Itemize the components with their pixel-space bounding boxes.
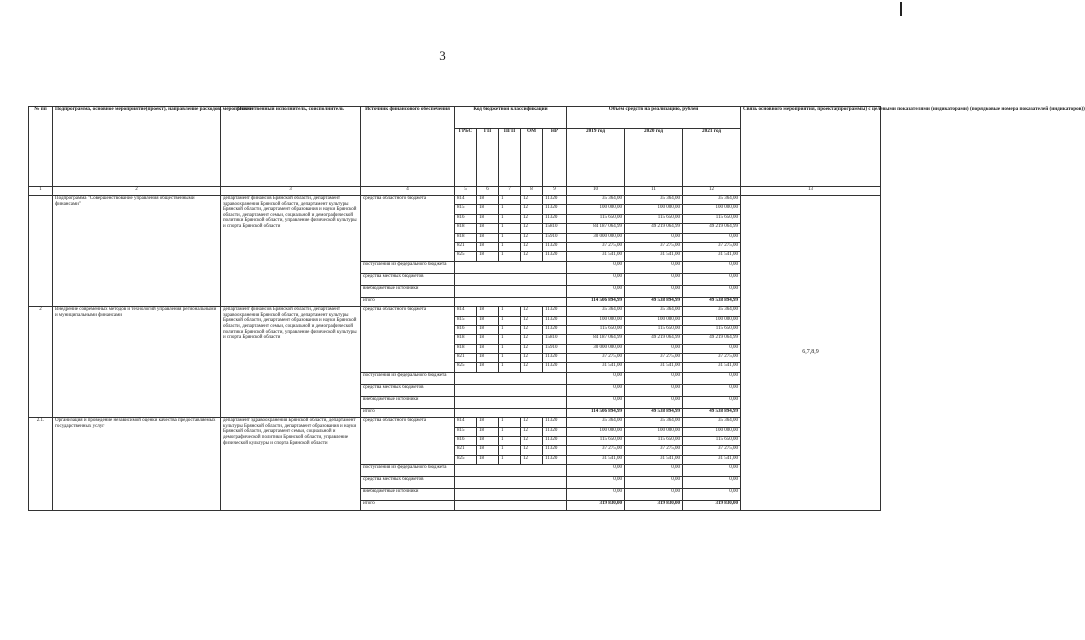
- header-2021: 2021 год: [683, 129, 741, 187]
- code-cell: 18: [477, 446, 499, 455]
- amount-cell: 115 650,00: [683, 437, 741, 446]
- code-cell: 11320: [543, 252, 567, 261]
- code-cell: 825: [455, 455, 477, 464]
- amount-cell: 0,00: [567, 477, 625, 489]
- amount-cell: 35 364,00: [683, 418, 741, 427]
- code-cell: 825: [455, 252, 477, 261]
- code-cell: 15910: [543, 344, 567, 353]
- total-amount: 319 830,00: [567, 501, 625, 510]
- code-cell: 12: [521, 196, 543, 205]
- code-cell: 1: [499, 325, 521, 334]
- amount-cell: 37 275,00: [625, 446, 683, 455]
- code-cell: 12: [521, 418, 543, 427]
- amount-cell: 35 364,00: [567, 418, 625, 427]
- code-cell: 12: [521, 224, 543, 233]
- column-number: 11: [625, 187, 683, 196]
- header-grbs: ГРБС: [455, 129, 477, 187]
- amount-cell: 115 650,00: [683, 214, 741, 223]
- code-cell: 12: [521, 325, 543, 334]
- column-number: 5: [455, 187, 477, 196]
- code-cell: 12: [521, 354, 543, 363]
- code-cell: 815: [455, 316, 477, 325]
- amount-cell: 0,00: [567, 285, 625, 297]
- code-cell: 18: [477, 214, 499, 223]
- amount-cell: 35 364,00: [683, 307, 741, 316]
- column-number: 1: [29, 187, 53, 196]
- code-cell: 821: [455, 242, 477, 251]
- code-cell: 18: [477, 307, 499, 316]
- amount-cell: 0,00: [625, 344, 683, 353]
- code-cell: 814: [455, 418, 477, 427]
- amount-cell: 0,00: [567, 372, 625, 384]
- column-number: 8: [521, 187, 543, 196]
- amount-cell: 0,00: [625, 372, 683, 384]
- code-cell: 15810: [543, 335, 567, 344]
- total-label: итого: [361, 501, 455, 510]
- code-cell: 816: [455, 325, 477, 334]
- code-cell: 15910: [543, 233, 567, 242]
- amount-cell: 49 219 064,99: [683, 335, 741, 344]
- funding-source: внебюджетные источники: [361, 396, 455, 408]
- amount-cell: 35 364,00: [567, 196, 625, 205]
- code-cell-empty: [455, 477, 567, 489]
- code-cell: 11320: [543, 455, 567, 464]
- code-cell: 1: [499, 242, 521, 251]
- code-cell: 1: [499, 335, 521, 344]
- amount-cell: 100 000,00: [683, 316, 741, 325]
- header-2019: 2019 год: [567, 129, 625, 187]
- code-cell: 1: [499, 344, 521, 353]
- measure-name: Внедрение современных методов и технологий управления региональными и муниципальными финансами: [53, 307, 221, 418]
- code-cell: 12: [521, 455, 543, 464]
- table-row: [29, 196, 881, 205]
- code-cell: 825: [455, 363, 477, 372]
- code-cell: 18: [477, 196, 499, 205]
- code-cell: 18: [477, 437, 499, 446]
- amount-cell: 37 275,00: [683, 354, 741, 363]
- amount-cell: 31 541,00: [625, 363, 683, 372]
- header-om: ОМ: [521, 129, 543, 187]
- amount-cell: 0,00: [567, 261, 625, 273]
- funding-source: поступления из федерального бюджета: [361, 372, 455, 384]
- code-cell: 818: [455, 335, 477, 344]
- total-amount: 319 830,00: [683, 501, 741, 510]
- amount-cell: 0,00: [683, 384, 741, 396]
- code-cell: 18: [477, 233, 499, 242]
- code-cell-empty: [455, 501, 567, 510]
- code-cell-empty: [455, 261, 567, 273]
- amount-cell: 115 650,00: [567, 325, 625, 334]
- measure-name: Организация и проведение независимой оценки качества предоставляемых государственных услуг: [53, 418, 221, 510]
- executor-name: департамент финансов Брянской области, департамент здравоохранения Брянской области, департамент культуры Брянской области, департамент образования и науки Брянской области, департамент семьи, социальной и демографической политики Брянской области, управление физической культуры и спорта Брянской области: [221, 307, 361, 418]
- total-amount: 49 538 894,99: [625, 297, 683, 306]
- amount-cell: 100 000,00: [625, 205, 683, 214]
- code-cell: 1: [499, 427, 521, 436]
- code-cell-empty: [455, 273, 567, 285]
- code-cell: 18: [477, 344, 499, 353]
- code-cell: 1: [499, 446, 521, 455]
- amount-cell: 0,00: [683, 261, 741, 273]
- code-cell: 18: [477, 325, 499, 334]
- total-amount: 49 538 894,99: [625, 408, 683, 417]
- measure-name: Подпрограмма "Совершенствование управления общественными финансами": [53, 196, 221, 307]
- header-volume: Объём средств на реализацию, рублей: [567, 107, 741, 129]
- code-cell: 12: [521, 233, 543, 242]
- code-cell: 818: [455, 224, 477, 233]
- amount-cell: 0,00: [625, 477, 683, 489]
- amount-cell: 37 275,00: [567, 446, 625, 455]
- code-cell-empty: [455, 489, 567, 501]
- code-cell: 18: [477, 242, 499, 251]
- amount-cell: 115 650,00: [567, 437, 625, 446]
- amount-cell: 0,00: [683, 372, 741, 384]
- amount-cell: 0,00: [625, 261, 683, 273]
- amount-cell: 37 275,00: [567, 242, 625, 251]
- amount-cell: 30 000 000,00: [567, 344, 625, 353]
- code-cell: 1: [499, 455, 521, 464]
- funding-source: поступления из федерального бюджета: [361, 465, 455, 477]
- code-cell-empty: [455, 372, 567, 384]
- code-cell: 18: [477, 252, 499, 261]
- amount-cell: 100 000,00: [625, 316, 683, 325]
- amount-cell: 115 650,00: [625, 437, 683, 446]
- row-number: [29, 196, 53, 307]
- code-cell: 11320: [543, 325, 567, 334]
- code-cell: 816: [455, 437, 477, 446]
- amount-cell: 0,00: [625, 489, 683, 501]
- amount-cell: 0,00: [625, 465, 683, 477]
- column-number-row: [29, 187, 881, 196]
- code-cell-empty: [455, 396, 567, 408]
- row-number: 2: [29, 307, 53, 418]
- code-cell: 11320: [543, 427, 567, 436]
- page-number: 3: [439, 48, 446, 63]
- amount-cell: 0,00: [567, 384, 625, 396]
- amount-cell: 35 364,00: [683, 196, 741, 205]
- amount-cell: 0,00: [683, 285, 741, 297]
- amount-cell: 100 000,00: [567, 205, 625, 214]
- amount-cell: 100 000,00: [567, 316, 625, 325]
- code-cell: 12: [521, 242, 543, 251]
- amount-cell: 0,00: [625, 384, 683, 396]
- funding-source: средства местных бюджетов: [361, 477, 455, 489]
- code-cell-empty: [455, 297, 567, 306]
- code-cell: 1: [499, 224, 521, 233]
- code-cell: 12: [521, 446, 543, 455]
- header-pgp: ПГП: [499, 129, 521, 187]
- amount-cell: 31 541,00: [567, 363, 625, 372]
- total-amount: 49 538 894,99: [683, 408, 741, 417]
- code-cell: 11320: [543, 354, 567, 363]
- amount-cell: 35 364,00: [625, 307, 683, 316]
- amount-cell: 115 650,00: [567, 214, 625, 223]
- amount-cell: 31 541,00: [625, 455, 683, 464]
- header-executor: Ответственный исполнитель, соисполнитель: [221, 107, 361, 187]
- amount-cell: 37 275,00: [683, 446, 741, 455]
- amount-cell: 37 275,00: [625, 242, 683, 251]
- code-cell: 11320: [543, 363, 567, 372]
- code-cell: 18: [477, 316, 499, 325]
- total-label: итого: [361, 297, 455, 306]
- amount-cell: 30 000 000,00: [567, 233, 625, 242]
- amount-cell: 0,00: [683, 465, 741, 477]
- total-amount: 319 830,00: [625, 501, 683, 510]
- code-cell: 12: [521, 344, 543, 353]
- code-cell: 11320: [543, 214, 567, 223]
- code-cell: 12: [521, 316, 543, 325]
- code-cell: 815: [455, 427, 477, 436]
- code-cell: 11320: [543, 205, 567, 214]
- amount-cell: 0,00: [683, 344, 741, 353]
- column-number: 6: [477, 187, 499, 196]
- amount-cell: 0,00: [567, 396, 625, 408]
- total-amount: 49 538 894,99: [683, 297, 741, 306]
- code-cell: 815: [455, 205, 477, 214]
- amount-cell: 31 541,00: [683, 363, 741, 372]
- code-cell: 18: [477, 205, 499, 214]
- amount-cell: 35 364,00: [625, 196, 683, 205]
- amount-cell: 0,00: [625, 273, 683, 285]
- amount-cell: 37 275,00: [625, 354, 683, 363]
- code-cell: 814: [455, 196, 477, 205]
- row-number: 2.1.: [29, 418, 53, 510]
- scan-edge-mark: [900, 2, 902, 16]
- amount-cell: 0,00: [683, 396, 741, 408]
- code-cell: 816: [455, 214, 477, 223]
- code-cell-empty: [455, 285, 567, 297]
- header-nr: НР: [543, 129, 567, 187]
- amount-cell: 31 541,00: [567, 252, 625, 261]
- column-number: 12: [683, 187, 741, 196]
- amount-cell: 0,00: [625, 233, 683, 242]
- code-cell: 18: [477, 455, 499, 464]
- code-cell: 11320: [543, 437, 567, 446]
- code-cell: 1: [499, 307, 521, 316]
- code-cell: 11320: [543, 307, 567, 316]
- funding-source: средства местных бюджетов: [361, 384, 455, 396]
- total-amount: 114 506 894,99: [567, 297, 625, 306]
- column-number: 4: [361, 187, 455, 196]
- amount-cell: 37 275,00: [567, 354, 625, 363]
- code-cell: 818: [455, 233, 477, 242]
- funding-source: внебюджетные источники: [361, 285, 455, 297]
- amount-cell: 100 000,00: [625, 427, 683, 436]
- amount-cell: 0,00: [683, 273, 741, 285]
- code-cell: 818: [455, 344, 477, 353]
- amount-cell: 35 364,00: [625, 418, 683, 427]
- amount-cell: 115 650,00: [625, 325, 683, 334]
- header-no: № пп: [29, 107, 53, 187]
- amount-cell: 0,00: [567, 465, 625, 477]
- amount-cell: 115 650,00: [683, 325, 741, 334]
- amount-cell: 0,00: [567, 489, 625, 501]
- amount-cell: 31 541,00: [683, 455, 741, 464]
- amount-cell: 37 275,00: [683, 242, 741, 251]
- amount-cell: 100 000,00: [683, 205, 741, 214]
- code-cell: 11320: [543, 242, 567, 251]
- column-number: 2: [53, 187, 221, 196]
- code-cell: 1: [499, 363, 521, 372]
- code-cell: 12: [521, 335, 543, 344]
- column-number: 3: [221, 187, 361, 196]
- funding-source: средства областного бюджета: [361, 307, 455, 373]
- header-budget-code: Код бюджетной классификации: [455, 107, 567, 129]
- code-cell: 18: [477, 363, 499, 372]
- amount-cell: 0,00: [625, 285, 683, 297]
- code-cell: 12: [521, 363, 543, 372]
- header-2020: 2020 год: [625, 129, 683, 187]
- code-cell: 12: [521, 214, 543, 223]
- amount-cell: 100 000,00: [567, 427, 625, 436]
- column-number: 13: [741, 187, 881, 196]
- amount-cell: 0,00: [683, 489, 741, 501]
- header-source: Источник финансового обеспечения: [361, 107, 455, 187]
- code-cell: 12: [521, 205, 543, 214]
- amount-cell: 49 219 064,99: [683, 224, 741, 233]
- code-cell: 11320: [543, 196, 567, 205]
- code-cell: 1: [499, 418, 521, 427]
- budget-table: [28, 106, 1085, 511]
- header-gp: ГП: [477, 129, 499, 187]
- code-cell: 11320: [543, 418, 567, 427]
- code-cell-empty: [455, 384, 567, 396]
- code-cell: 1: [499, 252, 521, 261]
- amount-cell: 0,00: [683, 233, 741, 242]
- amount-cell: 0,00: [683, 477, 741, 489]
- code-cell: 1: [499, 437, 521, 446]
- code-cell: 821: [455, 354, 477, 363]
- column-number: 10: [567, 187, 625, 196]
- code-cell: 1: [499, 196, 521, 205]
- column-number: 9: [543, 187, 567, 196]
- total-label: итого: [361, 408, 455, 417]
- code-cell: 18: [477, 354, 499, 363]
- code-cell: 12: [521, 307, 543, 316]
- code-cell: 11320: [543, 446, 567, 455]
- amount-cell: 100 000,00: [683, 427, 741, 436]
- code-cell: 1: [499, 354, 521, 363]
- code-cell: 1: [499, 233, 521, 242]
- code-cell: 1: [499, 316, 521, 325]
- amount-cell: 115 650,00: [625, 214, 683, 223]
- amount-cell: 0,00: [567, 273, 625, 285]
- code-cell-empty: [455, 408, 567, 417]
- funding-source: внебюджетные источники: [361, 489, 455, 501]
- amount-cell: 35 364,00: [567, 307, 625, 316]
- amount-cell: 31 541,00: [567, 455, 625, 464]
- code-cell: 11320: [543, 316, 567, 325]
- amount-cell: 0,00: [625, 396, 683, 408]
- total-amount: 114 506 894,99: [567, 408, 625, 417]
- funding-source: средства областного бюджета: [361, 418, 455, 465]
- code-cell: 18: [477, 427, 499, 436]
- code-cell: 18: [477, 224, 499, 233]
- code-cell: 12: [521, 252, 543, 261]
- header-link: Связь основного мероприятия, проекта(программы) с целевыми показателями (индикаторами) (порядковые номера показателей (индикаторов)): [741, 107, 881, 187]
- executor-name: департамент финансов Брянской области, департамент здравоохранения Брянской области, департамент культуры Брянской области, департамент образования и науки Брянской области, департамент семьи, социальной и демографической политики Брянской области, управление физической культуры и спорта Брянской области: [221, 196, 361, 307]
- executor-name: департамент здравоохранения Брянской области, департамент культуры Брянской области, департамент образования и науки Брянской области, департамент семьи, социальной и демографической политики Брянской области, управление физической культуры и спорта Брянской области: [221, 418, 361, 510]
- amount-cell: 84 187 064,99: [567, 335, 625, 344]
- code-cell-empty: [455, 465, 567, 477]
- code-cell: 1: [499, 205, 521, 214]
- code-cell: 18: [477, 418, 499, 427]
- code-cell: 821: [455, 446, 477, 455]
- code-cell: 15810: [543, 224, 567, 233]
- amount-cell: 31 541,00: [625, 252, 683, 261]
- funding-source: средства местных бюджетов: [361, 273, 455, 285]
- code-cell: 12: [521, 427, 543, 436]
- amount-cell: 84 187 064,99: [567, 224, 625, 233]
- funding-source: поступления из федерального бюджета: [361, 261, 455, 273]
- amount-cell: 31 541,00: [683, 252, 741, 261]
- amount-cell: 49 219 064,99: [625, 224, 683, 233]
- header-name: Подпрограмма, основное мероприятие(проект), направление расходов, мероприятие: [53, 107, 221, 187]
- funding-source: средства областного бюджета: [361, 196, 455, 262]
- amount-cell: 49 219 064,99: [625, 335, 683, 344]
- code-cell: 1: [499, 214, 521, 223]
- code-cell: 18: [477, 335, 499, 344]
- indicator-link: 6,7,8,9: [741, 196, 881, 511]
- code-cell: 12: [521, 437, 543, 446]
- column-number: 7: [499, 187, 521, 196]
- code-cell: 814: [455, 307, 477, 316]
